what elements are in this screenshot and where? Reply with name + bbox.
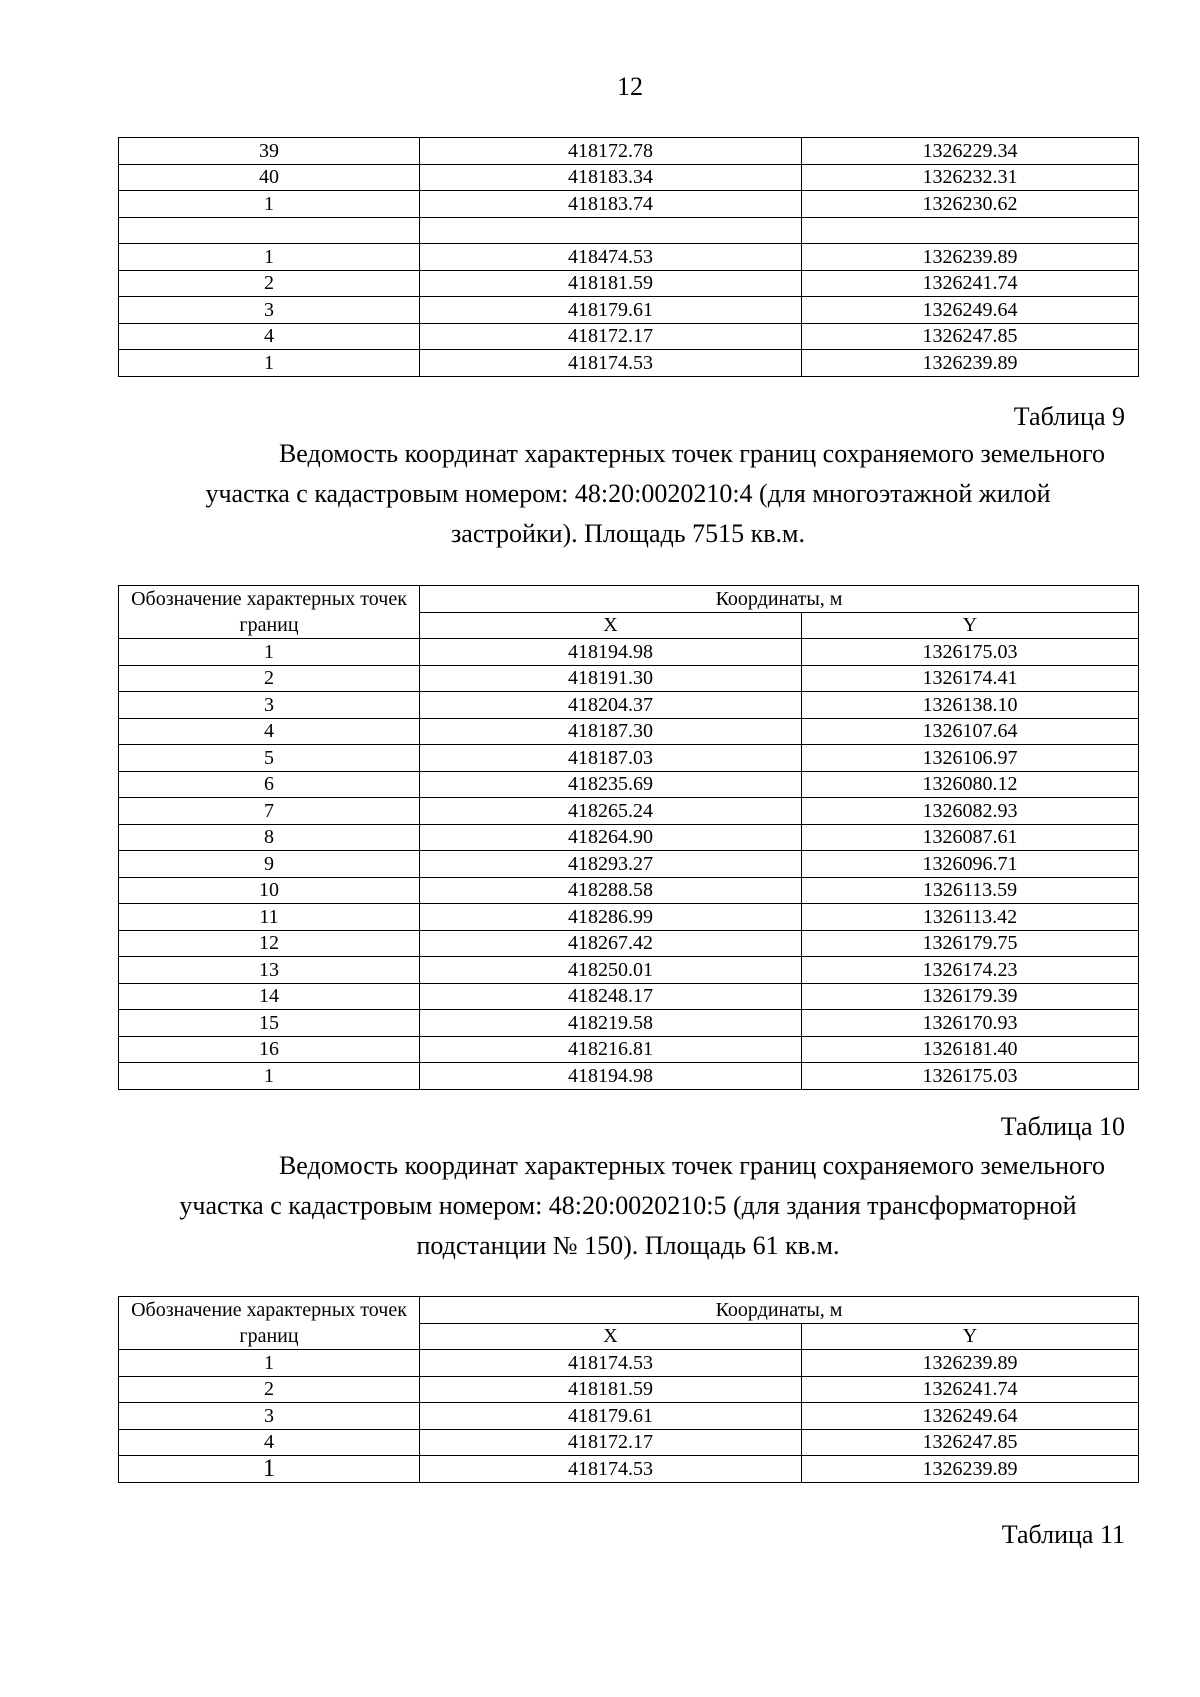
continuation-table-x-cell: 418172.17 <box>420 323 802 350</box>
table9-y-cell: 1326087.61 <box>802 824 1139 851</box>
table10-row <box>119 1350 1139 1377</box>
table10-x-cell: 418181.59 <box>420 1376 802 1403</box>
table9-x-cell: 418250.01 <box>420 957 802 984</box>
continuation-table-y-cell: 1326239.89 <box>802 350 1139 377</box>
table9-y-cell: 1326175.03 <box>802 639 1139 666</box>
table9-point-cell: 5 <box>119 745 420 772</box>
table10-x-header: X <box>420 1323 802 1350</box>
table9-label: Таблица 9 <box>1013 402 1125 431</box>
table10-caption-line-1: Ведомость координат характерных точек границ сохраняемого земельного <box>278 1151 1106 1180</box>
continuation-table-y-cell: 1326241.74 <box>802 270 1139 297</box>
table9-y-cell: 1326106.97 <box>802 745 1139 772</box>
continuation-table-x-cell: 418174.53 <box>420 350 802 377</box>
table9-point-cell: 1 <box>119 639 420 666</box>
continuation-table-y-cell: 1326249.64 <box>802 297 1139 324</box>
page-number: 12 <box>617 72 643 101</box>
continuation-table-y-cell: 1326232.31 <box>802 164 1139 191</box>
table9-row <box>119 983 1139 1010</box>
table9-x-cell: 418288.58 <box>420 877 802 904</box>
table9-caption <box>118 434 1138 554</box>
table9-row <box>119 692 1139 719</box>
table9-row <box>119 745 1139 772</box>
table9-y-cell: 1326082.93 <box>802 798 1139 825</box>
table9-row <box>119 1036 1139 1063</box>
table9-y-cell: 1326170.93 <box>802 1010 1139 1037</box>
table9-point-cell: 12 <box>119 930 420 957</box>
table9-point-cell: 9 <box>119 851 420 878</box>
table10-y-cell: 1326249.64 <box>802 1403 1139 1430</box>
table10-row <box>119 1403 1139 1430</box>
continuation-table-point-cell: 2 <box>119 270 420 297</box>
table10-x-cell: 418174.53 <box>420 1456 802 1483</box>
continuation-table-row <box>119 217 1139 244</box>
table9-point-cell: 1 <box>119 1063 420 1090</box>
table9-y-cell: 1326080.12 <box>802 771 1139 798</box>
table9-y-cell: 1326113.59 <box>802 877 1139 904</box>
table9-x-cell: 418286.99 <box>420 904 802 931</box>
continuation-table-point-cell: 1 <box>119 244 420 271</box>
continuation-table <box>118 137 1139 377</box>
table9-x-header: X <box>420 612 802 639</box>
table9-row <box>119 1010 1139 1037</box>
table9-y-cell: 1326096.71 <box>802 851 1139 878</box>
continuation-table-point-cell: 3 <box>119 297 420 324</box>
continuation-table-row <box>119 297 1139 324</box>
continuation-table-x-cell: 418181.59 <box>420 270 802 297</box>
table9-x-cell: 418235.69 <box>420 771 802 798</box>
table9-x-cell: 418219.58 <box>420 1010 802 1037</box>
table10-row <box>119 1376 1139 1403</box>
continuation-table-point-cell: 1 <box>119 191 420 218</box>
table10 <box>118 1296 1139 1483</box>
table9-point-cell: 15 <box>119 1010 420 1037</box>
table9-caption-line-3: застройки). Площадь 7515 кв.м. <box>451 519 805 548</box>
table9-x-cell: 418187.30 <box>420 718 802 745</box>
table9-row <box>119 771 1139 798</box>
table9-point-cell: 8 <box>119 824 420 851</box>
table9-x-cell: 418204.37 <box>420 692 802 719</box>
table10-point-cell: 1 <box>119 1350 420 1377</box>
table9-row <box>119 639 1139 666</box>
table9-row <box>119 1063 1139 1090</box>
continuation-table-x-cell <box>420 217 802 244</box>
table9-y-cell: 1326113.42 <box>802 904 1139 931</box>
table9-row <box>119 824 1139 851</box>
table9-y-cell: 1326179.75 <box>802 930 1139 957</box>
table9-point-cell: 16 <box>119 1036 420 1063</box>
table9-x-cell: 418216.81 <box>420 1036 802 1063</box>
table10-point-cell: 3 <box>119 1403 420 1430</box>
table9 <box>118 585 1139 1090</box>
table10-coords-header: Координаты, м <box>420 1297 1139 1324</box>
table9-y-cell: 1326175.03 <box>802 1063 1139 1090</box>
table9-x-cell: 418191.30 <box>420 665 802 692</box>
continuation-table-point-cell: 1 <box>119 350 420 377</box>
continuation-table-y-cell: 1326229.34 <box>802 138 1139 165</box>
table9-row <box>119 877 1139 904</box>
table9-x-cell: 418265.24 <box>420 798 802 825</box>
table10-y-cell: 1326241.74 <box>802 1376 1139 1403</box>
continuation-table-y-cell: 1326230.62 <box>802 191 1139 218</box>
continuation-table-row <box>119 191 1139 218</box>
table9-x-cell: 418293.27 <box>420 851 802 878</box>
table9-point-cell: 4 <box>119 718 420 745</box>
table9-coords-header: Координаты, м <box>420 586 1139 613</box>
table9-point-cell: 14 <box>119 983 420 1010</box>
table10-y-header: Y <box>802 1323 1139 1350</box>
table9-row <box>119 851 1139 878</box>
table9-row <box>119 798 1139 825</box>
continuation-table-point-cell: 4 <box>119 323 420 350</box>
table9-y-cell: 1326107.64 <box>802 718 1139 745</box>
table9-caption-line-2: участка с кадастровым номером: 48:20:0020210:4 (для многоэтажной жилой <box>205 479 1051 508</box>
table10-body <box>119 1350 1139 1483</box>
table10-row <box>119 1456 1139 1483</box>
table10-point-cell: 4 <box>119 1429 420 1456</box>
table9-point-cell: 13 <box>119 957 420 984</box>
continuation-table-point-cell: 40 <box>119 164 420 191</box>
continuation-table-row <box>119 244 1139 271</box>
table10-x-cell: 418179.61 <box>420 1403 802 1430</box>
table9-x-cell: 418248.17 <box>420 983 802 1010</box>
table10-y-cell: 1326239.89 <box>802 1350 1139 1377</box>
continuation-table-row <box>119 323 1139 350</box>
table9-y-header: Y <box>802 612 1139 639</box>
continuation-table-x-cell: 418172.78 <box>420 138 802 165</box>
table9-y-cell: 1326181.40 <box>802 1036 1139 1063</box>
table10-label: Таблица 10 <box>1000 1112 1125 1141</box>
continuation-table-x-cell: 418179.61 <box>420 297 802 324</box>
table9-y-cell: 1326174.41 <box>802 665 1139 692</box>
table10-point-cell: 2 <box>119 1376 420 1403</box>
continuation-table-x-cell: 418183.34 <box>420 164 802 191</box>
table9-x-cell: 418187.03 <box>420 745 802 772</box>
continuation-table-row <box>119 350 1139 377</box>
table9-row <box>119 930 1139 957</box>
continuation-table-row <box>119 270 1139 297</box>
table9-point-cell: 10 <box>119 877 420 904</box>
table10-caption-line-2: участка с кадастровым номером: 48:20:0020210:5 (для здания трансформаторной <box>179 1191 1077 1220</box>
continuation-table-body <box>119 138 1139 377</box>
table9-x-cell: 418264.90 <box>420 824 802 851</box>
table10-row <box>119 1429 1139 1456</box>
table9-point-cell: 7 <box>119 798 420 825</box>
table10-x-cell: 418174.53 <box>420 1350 802 1377</box>
table9-y-cell: 1326179.39 <box>802 983 1139 1010</box>
table10-caption-line-3: подстанции № 150). Площадь 61 кв.м. <box>416 1231 840 1260</box>
table10-y-cell: 1326247.85 <box>802 1429 1139 1456</box>
table9-point-cell: 11 <box>119 904 420 931</box>
table9-x-cell: 418194.98 <box>420 639 802 666</box>
table9-point-cell: 6 <box>119 771 420 798</box>
continuation-table-x-cell: 418183.74 <box>420 191 802 218</box>
table10-point-cell: 1 <box>119 1456 420 1483</box>
table9-row <box>119 957 1139 984</box>
table9-caption-line-1: Ведомость координат характерных точек границ сохраняемого земельного <box>278 439 1106 468</box>
continuation-table-point-cell: 39 <box>119 138 420 165</box>
table10-y-cell: 1326239.89 <box>802 1456 1139 1483</box>
table9-body <box>119 639 1139 1090</box>
continuation-table-row <box>119 138 1139 165</box>
continuation-table-point-cell <box>119 217 420 244</box>
table9-row <box>119 718 1139 745</box>
table9-point-header: Обозначение характерных точек границ <box>119 586 420 639</box>
table11-label: Таблица 11 <box>1001 1520 1125 1549</box>
table9-x-cell: 418194.98 <box>420 1063 802 1090</box>
table10-caption <box>118 1146 1138 1266</box>
continuation-table-y-cell <box>802 217 1139 244</box>
continuation-table-x-cell: 418474.53 <box>420 244 802 271</box>
table9-y-cell: 1326138.10 <box>802 692 1139 719</box>
table9-point-cell: 2 <box>119 665 420 692</box>
table9-point-cell: 3 <box>119 692 420 719</box>
table9-row <box>119 665 1139 692</box>
table9-x-cell: 418267.42 <box>420 930 802 957</box>
continuation-table-y-cell: 1326239.89 <box>802 244 1139 271</box>
table9-y-cell: 1326174.23 <box>802 957 1139 984</box>
continuation-table-row <box>119 164 1139 191</box>
continuation-table-y-cell: 1326247.85 <box>802 323 1139 350</box>
table10-x-cell: 418172.17 <box>420 1429 802 1456</box>
table10-point-header: Обозначение характерных точек границ <box>119 1297 420 1350</box>
table9-row <box>119 904 1139 931</box>
